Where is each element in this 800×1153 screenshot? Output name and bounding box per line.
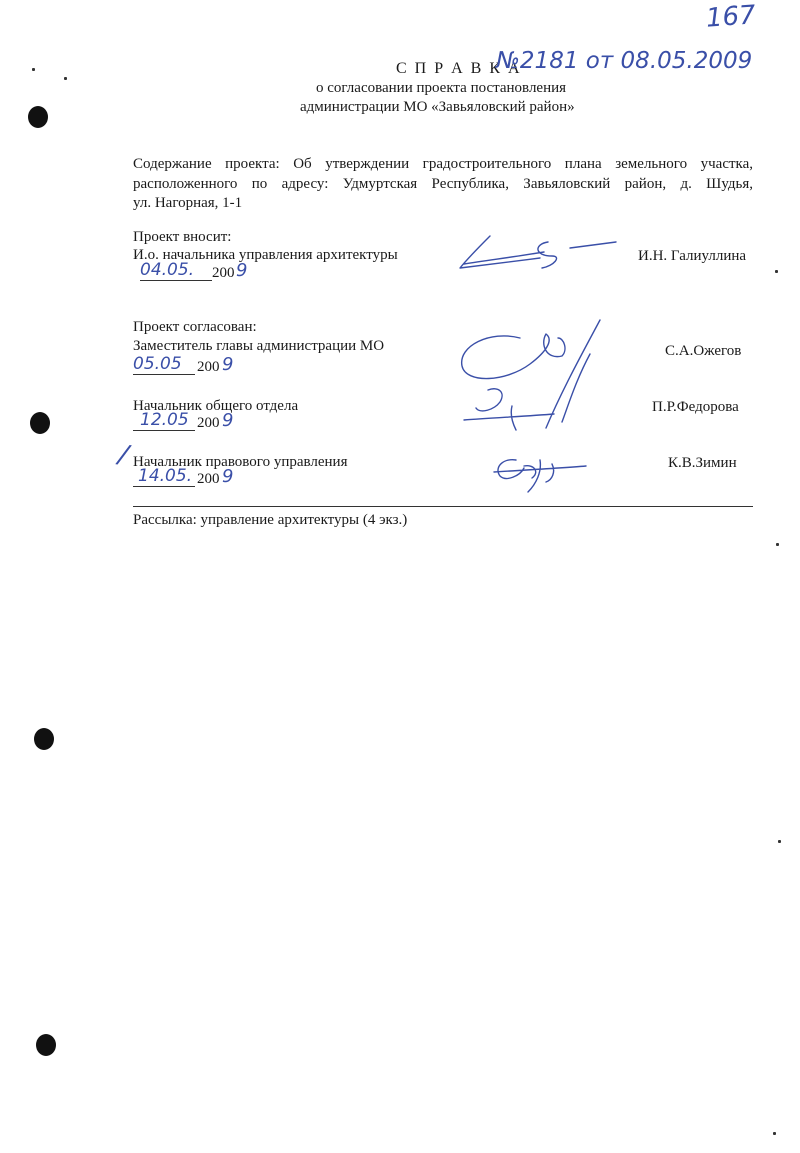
approval-year-handwritten: 9 — [222, 354, 234, 375]
approval-signature — [450, 310, 620, 440]
submitter-date-handwritten: 04.05. — [140, 260, 195, 280]
separator-line — [133, 506, 753, 507]
approval-name: К.В.Зимин — [668, 455, 737, 471]
punch-hole — [28, 106, 48, 128]
punch-hole — [30, 412, 50, 434]
subtitle-line-2: администрации МО «Завьяловский район» — [300, 99, 575, 115]
approval-date-handwritten: 05.05 — [133, 354, 182, 374]
approval-signature — [486, 446, 596, 496]
handwritten-reg-number: №2181 от 08.05.2009 — [496, 48, 753, 74]
scan-speck — [32, 68, 35, 71]
date-underline — [133, 374, 195, 375]
approval-year-prefix: 200 — [197, 359, 220, 375]
scan-speck — [64, 77, 67, 80]
scan-speck — [778, 840, 781, 843]
approval-date-handwritten: 14.05. — [138, 466, 193, 486]
approval-year-prefix: 200 — [197, 415, 220, 431]
approval-name: П.Р.Федорова — [652, 399, 739, 415]
approval-position: Начальник правового управления — [133, 454, 348, 470]
scan-speck — [776, 543, 779, 546]
submitter-heading: Проект вносит: — [133, 229, 232, 245]
distribution-list: Рассылка: управление архитектуры (4 экз.) — [133, 512, 408, 528]
approval-name: С.А.Ожегов — [665, 343, 742, 359]
approval-position: Заместитель главы администрации МО — [133, 338, 385, 354]
subtitle-line-1: о согласовании проекта постановления — [316, 80, 567, 96]
punch-hole — [34, 728, 54, 750]
submitter-signature — [430, 222, 620, 282]
approvals-heading: Проект согласован: — [133, 319, 257, 335]
date-underline — [133, 486, 195, 487]
approval-year-prefix: 200 — [197, 471, 220, 487]
approval-year-handwritten: 9 — [222, 466, 234, 487]
document-title: С П Р А В К А — [396, 60, 522, 77]
content-line-1: Содержание проекта: Об утверждении градостроительного плана земельного участка, — [133, 156, 753, 172]
approval-position: Начальник общего отдела — [133, 398, 299, 414]
scan-speck — [773, 1132, 776, 1135]
approval-tick-mark: / — [116, 439, 131, 471]
page-number: 167 — [705, 0, 757, 34]
date-underline — [133, 430, 195, 431]
submitter-year-handwritten: 9 — [236, 260, 248, 281]
content-line-2: расположенного по адресу: Удмуртская Республика, Завьяловский район, д. Шудья, — [133, 176, 753, 192]
submitter-position: И.о. начальника управления архитектуры — [133, 247, 398, 263]
date-underline — [140, 280, 212, 281]
submitter-year-prefix: 200 — [212, 265, 235, 281]
approval-year-handwritten: 9 — [222, 410, 234, 431]
approval-date-handwritten: 12.05 — [140, 410, 189, 430]
scan-speck — [775, 270, 778, 273]
punch-hole — [36, 1034, 56, 1056]
submitter-name: И.Н. Галиуллина — [638, 248, 747, 264]
content-line-3: ул. Нагорная, 1-1 — [133, 195, 243, 211]
